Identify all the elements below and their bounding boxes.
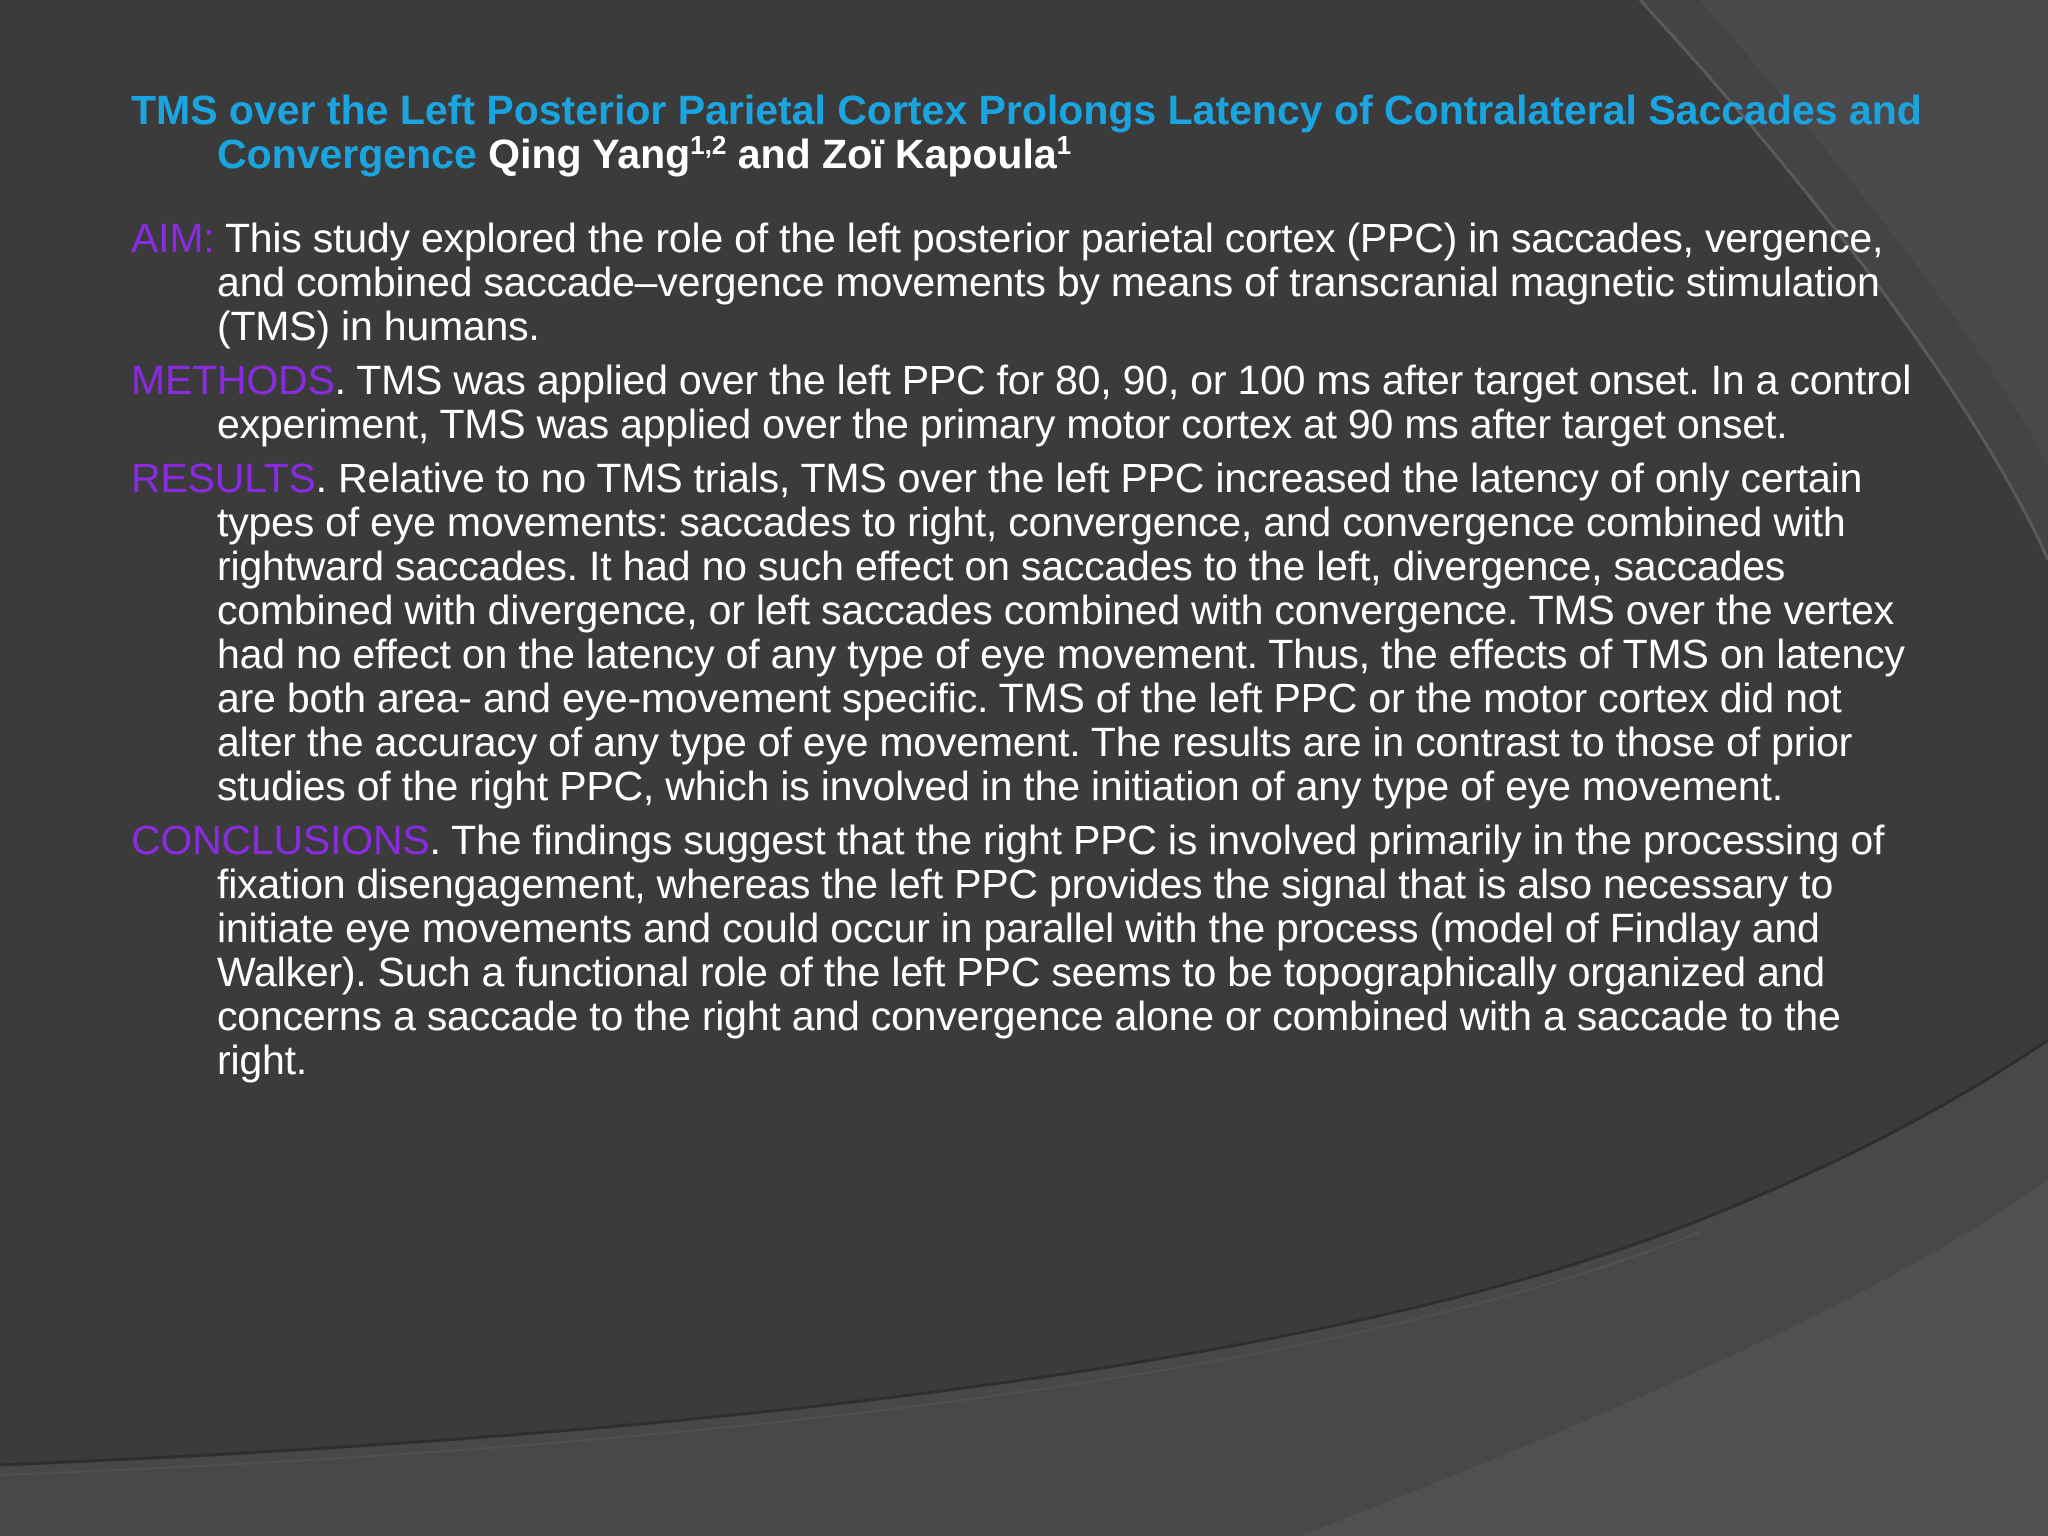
- section-label-results: RESULTS: [131, 455, 316, 501]
- section-text-conclusions: . The findings suggest that the right PPC is involved primarily in the processing of fixation disengagement, whereas the left PPC provides the signal that is also necessary to initiate eye movements and could occur in parallel with the process (model of Findlay and Walker). Such a functional role of the left PPC seems to be topographically organized and concerns a saccade to the right and convergence alone or combined with a saccade to the right.: [217, 817, 1885, 1083]
- section-methods: [131, 358, 1931, 446]
- section-label-methods: METHODS: [131, 357, 335, 403]
- paper-title: TMS over the Left Posterior Parietal Cortex Prolongs Latency of Contralateral Saccades and Convergence: [131, 87, 1922, 177]
- author-conjunction: and: [737, 131, 811, 177]
- section-text-results: . Relative to no TMS trials, TMS over the left PPC increased the latency of only certain types of eye movements: saccades to right, convergence, and convergence combined with rightward saccades. It had no such effect on saccades to the left, divergence, saccades combined with divergence, or left saccades combined with convergence. TMS over the vertex had no effect on the latency of any type of eye movement. Thus, the effects of TMS on latency are both area- and eye-movement specific. TMS of the left PPC or the motor cortex did not alter the accuracy of any type of eye movement. The results are in contrast to those of prior studies of the right PPC, which is involved in the initiation of any type of eye movement.: [217, 455, 1905, 809]
- section-results: [131, 456, 1931, 808]
- section-text-aim: This study explored the role of the left posterior parietal cortex (PPC) in saccades, vergence, and combined saccade–vergence movements by means of transcranial magnetic stimulation (TMS) in humans.: [217, 215, 1884, 349]
- section-text-methods: . TMS was applied over the left PPC for 80, 90, or 100 ms after target onset. In a control experiment, TMS was applied over the primary motor cortex at 90 ms after target onset.: [217, 357, 1912, 447]
- title-block: [131, 88, 1931, 176]
- section-label-aim: AIM:: [131, 215, 215, 261]
- slide-content: [131, 88, 1931, 1092]
- authors: [488, 131, 1071, 177]
- author-1-affiliation: 1,2: [690, 130, 727, 160]
- section-aim: [131, 216, 1931, 348]
- section-conclusions: [131, 818, 1931, 1082]
- author-2-affiliation: 1: [1056, 130, 1072, 160]
- author-1-name: Qing Yang: [488, 131, 691, 177]
- section-label-conclusions: CONCLUSIONS: [131, 817, 430, 863]
- author-2-name: Zoï Kapoula: [822, 131, 1057, 177]
